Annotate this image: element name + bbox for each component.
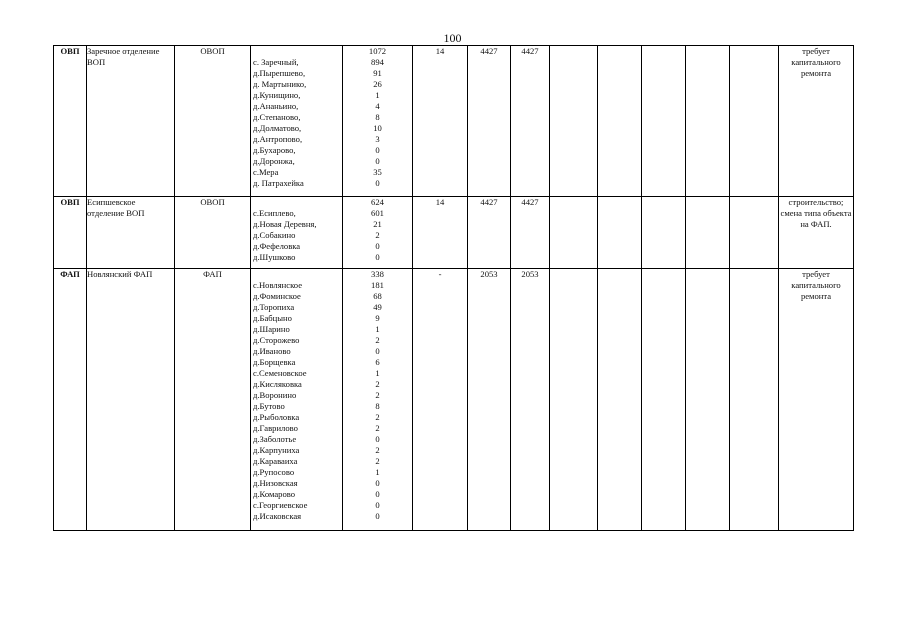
settlement-name: д.Новая Деревня, xyxy=(253,219,317,229)
settlement-population: 0 xyxy=(375,241,380,251)
settlement-name: с. Заречный, xyxy=(253,57,299,67)
settlement-population: 3 xyxy=(375,134,380,144)
empty-cell xyxy=(550,46,598,197)
settlement-population: 0 xyxy=(375,178,380,188)
settlement-name: д.Низовская xyxy=(253,478,298,488)
empty-cell xyxy=(686,46,730,197)
settlement-population: 601 xyxy=(371,208,384,218)
empty-cell xyxy=(598,197,642,269)
page-number: 100 xyxy=(443,31,462,45)
settlement-population: 21 xyxy=(373,219,382,229)
attached-population-cell: 4427 xyxy=(511,197,550,269)
settlement-population: 2 xyxy=(375,423,380,433)
settlement-name: с.Новлянское xyxy=(253,280,303,290)
settlement-name: с.Мера xyxy=(253,167,279,177)
settlement-name: д.Шушково xyxy=(253,252,296,262)
settlement-name: д.Исаковская xyxy=(253,511,302,521)
settlement-name: д.Караваиха xyxy=(253,456,298,466)
note-cell: строительство; смена типа объекта на ФАП. xyxy=(779,197,854,269)
settlement-name: д.Фоминское xyxy=(253,291,301,301)
settlement-name: д.Кунищино, xyxy=(253,90,301,100)
settlement-population: 2 xyxy=(375,456,380,466)
empty-cell xyxy=(598,269,642,531)
attached-population-cell: 4427 xyxy=(511,46,550,197)
settlement-name: д. Мартынико, xyxy=(253,79,307,89)
settlement-name: д.Воронино xyxy=(253,390,297,400)
empty-cell xyxy=(686,269,730,531)
settlement-population: 2 xyxy=(375,379,380,389)
distance-cell: 14 xyxy=(413,197,468,269)
facility-kind: ФАП xyxy=(175,269,251,531)
facility-type: ОВП xyxy=(54,46,87,197)
settlement-population: 0 xyxy=(375,346,380,356)
settlement-name: с.Семеновское xyxy=(253,368,307,378)
table-row xyxy=(54,46,854,197)
served-population-cell: 4427 xyxy=(468,46,511,197)
empty-cell xyxy=(730,46,779,197)
settlement-population: 91 xyxy=(373,68,382,78)
settlement-name: д.Пырепшево, xyxy=(253,68,306,78)
settlement-population: 9 xyxy=(375,313,380,323)
served-population-cell: 4427 xyxy=(468,197,511,269)
settlement-population: 10 xyxy=(373,123,382,133)
population-list xyxy=(343,46,413,197)
settlement-name: д.Рыболовка xyxy=(253,412,300,422)
settlement-population: 1 xyxy=(375,324,380,334)
facility-name: Заречное отделение ВОП xyxy=(87,46,175,197)
table-row xyxy=(54,197,854,269)
empty-cell xyxy=(730,269,779,531)
facility-name: Есипшевское отделение ВОП xyxy=(87,197,175,269)
settlement-population: 1 xyxy=(375,467,380,477)
settlement-population: 2 xyxy=(375,335,380,345)
settlement-population: 1 xyxy=(375,368,380,378)
settlement-population: 0 xyxy=(375,500,380,510)
note-cell: требует капитального ремонта xyxy=(779,46,854,197)
empty-cell xyxy=(642,269,686,531)
table-row xyxy=(54,269,854,531)
facility-kind: ОВОП xyxy=(175,46,251,197)
settlement-population: 2 xyxy=(375,230,380,240)
settlement-population: 2 xyxy=(375,390,380,400)
facility-type: ФАП xyxy=(54,269,87,531)
empty-cell xyxy=(642,46,686,197)
facility-kind: ОВОП xyxy=(175,197,251,269)
settlement-name: д.Карпуниха xyxy=(253,445,300,455)
note-cell: требует капитального ремонта xyxy=(779,269,854,531)
settlement-name: д.Сторожево xyxy=(253,335,300,345)
settlement-list xyxy=(251,46,343,197)
settlement-population: 49 xyxy=(373,302,382,312)
settlement-name: д.Комарово xyxy=(253,489,296,499)
empty-cell xyxy=(642,197,686,269)
settlement-population: 35 xyxy=(373,167,382,177)
settlement-population: 8 xyxy=(375,112,380,122)
settlement-name: д.Рупосово xyxy=(253,467,295,477)
settlement-name: д.Бухарово, xyxy=(253,145,296,155)
settlement-population: 1 xyxy=(375,90,380,100)
population-total: 624 xyxy=(371,197,384,207)
empty-cell xyxy=(686,197,730,269)
served-population-cell: 2053 xyxy=(468,269,511,531)
population-total: 338 xyxy=(371,269,384,279)
settlement-population: 0 xyxy=(375,145,380,155)
empty-cell xyxy=(550,269,598,531)
settlement-name: д.Гаврилово xyxy=(253,423,298,433)
settlement-population: 181 xyxy=(371,280,384,290)
settlement-name: д.Степаново, xyxy=(253,112,301,122)
settlement-population: 8 xyxy=(375,401,380,411)
settlement-name: д.Заболотье xyxy=(253,434,297,444)
settlement-name: д.Ананьино, xyxy=(253,101,299,111)
facility-name: Новлянский ФАП xyxy=(87,269,175,531)
settlement-population: 0 xyxy=(375,434,380,444)
settlement-name: с.Есиплево, xyxy=(253,208,296,218)
settlement-list xyxy=(251,197,343,269)
settlement-population: 6 xyxy=(375,357,380,367)
population-total: 1072 xyxy=(368,46,387,56)
distance-cell: 14 xyxy=(413,46,468,197)
settlement-name: д.Собакино xyxy=(253,230,296,240)
settlement-population: 4 xyxy=(375,101,380,111)
settlement-name: д.Антропово, xyxy=(253,134,303,144)
settlement-name: д.Бутово xyxy=(253,401,285,411)
settlement-population: 0 xyxy=(375,489,380,499)
settlement-population: 0 xyxy=(375,156,380,166)
settlement-population: 0 xyxy=(375,478,380,488)
settlement-name: д.Шарино xyxy=(253,324,290,334)
settlement-population: 2 xyxy=(375,445,380,455)
settlement-name: д.Долматово, xyxy=(253,123,302,133)
settlement-population: 0 xyxy=(375,511,380,521)
settlement-population: 26 xyxy=(373,79,382,89)
facility-type: ОВП xyxy=(54,197,87,269)
empty-cell xyxy=(550,197,598,269)
settlement-population: 68 xyxy=(373,291,382,301)
attached-population-cell: 2053 xyxy=(511,269,550,531)
settlement-name: д.Иваново xyxy=(253,346,291,356)
settlement-population: 2 xyxy=(375,412,380,422)
settlement-name: д.Торопиха xyxy=(253,302,295,312)
settlement-population: 894 xyxy=(371,57,384,67)
settlement-name: д.Кисляковка xyxy=(253,379,302,389)
settlement-population: 0 xyxy=(375,252,380,262)
facilities-table xyxy=(53,45,854,531)
settlement-name: д.Бабцыно xyxy=(253,313,292,323)
settlement-name: с.Георгиевское xyxy=(253,500,308,510)
settlement-name: д.Доронжа, xyxy=(253,156,295,166)
population-list xyxy=(343,269,413,531)
settlement-name: д. Патрахейка xyxy=(253,178,304,188)
empty-cell xyxy=(730,197,779,269)
settlement-list xyxy=(251,269,343,531)
empty-cell xyxy=(598,46,642,197)
settlement-name: д.Борщевка xyxy=(253,357,296,367)
population-list xyxy=(343,197,413,269)
distance-cell: - xyxy=(413,269,468,531)
settlement-name: д.Фефеловка xyxy=(253,241,301,251)
